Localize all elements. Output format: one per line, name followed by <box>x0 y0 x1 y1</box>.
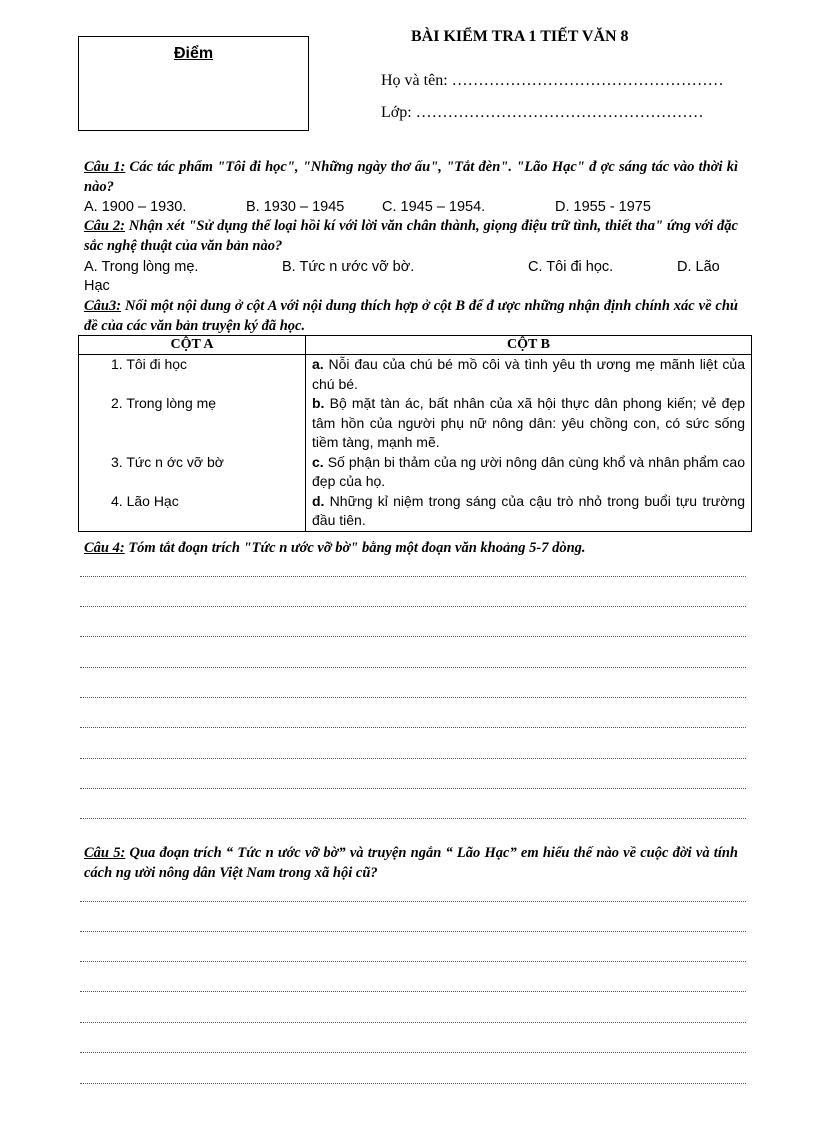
q1-option-c: C. 1945 – 1954. <box>382 199 486 215</box>
col-a-cell <box>79 394 306 453</box>
col-b-cell <box>306 355 752 395</box>
question-2 <box>84 216 738 256</box>
q2-option-a: A. Trong lòng mẹ. <box>84 259 199 275</box>
item-key: c. <box>312 453 324 470</box>
question-3-text: Nối một nội dung ở cột A với nội dung thích hợp ở cột B để đ ược những nhận định chính xác về chủ đề của các văn bản truyện ký đã học. <box>84 298 738 334</box>
question-5 <box>84 843 738 883</box>
table-header-row <box>79 336 752 355</box>
question-5-label: Câu 5: <box>84 845 126 861</box>
col-a-header: CỘT A <box>79 336 306 355</box>
q2-option-d: D. Lão <box>677 259 720 275</box>
answer-line <box>80 576 746 577</box>
col-a-cell <box>79 492 306 532</box>
answer-line <box>80 1083 746 1084</box>
table-row <box>79 355 752 395</box>
exam-title: BÀI KIỂM TRA 1 TIẾT VĂN 8 <box>411 28 629 45</box>
answer-line <box>80 636 746 637</box>
question-2-text: Nhận xét "Sử dụng thể loại hồi kí với lời văn chân thành, giọng điệu trữ tình, thiết tha" ứng với đặc sắc nghệ thuật của văn bản nào? <box>84 218 738 254</box>
question-4-text: Tóm tắt đoạn trích "Tức n ước vỡ bờ" bằng một đoạn văn khoảng 5-7 dòng. <box>124 540 586 556</box>
answer-line <box>80 1052 746 1053</box>
answer-line <box>80 727 746 728</box>
answer-line <box>80 901 746 902</box>
table-row <box>79 492 752 532</box>
item-key: a. <box>312 356 324 372</box>
item-text: Tức n ớc vỡ bờ <box>122 453 224 470</box>
question-4-label: Câu 4: <box>84 540 125 556</box>
item-number: 2. <box>111 395 123 411</box>
col-b-cell <box>306 492 752 532</box>
q1-option-b: B. 1930 – 1945 <box>246 199 345 215</box>
answer-line <box>80 788 746 789</box>
q2-option-c: C. Tôi đi học. <box>528 259 614 275</box>
table-row <box>79 453 752 492</box>
item-number: 3. <box>111 453 123 470</box>
question-3 <box>84 296 738 336</box>
item-number: 4. <box>111 492 123 509</box>
answer-line <box>80 697 746 698</box>
q1-option-d: D. 1955 - 1975 <box>555 199 651 215</box>
question-1-text: Các tác phẩm "Tôi đi học", "Những ngày thơ ấu", "Tắt đèn". "Lão Hạc" đ ợc sáng tác vào thời kì nào? <box>84 159 738 195</box>
answer-line <box>80 667 746 668</box>
item-key: d. <box>312 492 325 509</box>
answer-line <box>80 818 746 819</box>
question-1 <box>84 157 738 197</box>
q2-option-b: B. Tức n ước vỡ bờ. <box>282 259 415 275</box>
q1-option-a: A. 1900 – 1930. <box>84 199 187 215</box>
answer-line <box>80 931 746 932</box>
name-field: Họ và tên: …………………………………………… <box>381 72 724 89</box>
col-b-header: CỘT B <box>306 336 752 355</box>
q2-option-d-cont: Hạc <box>84 278 110 294</box>
answer-line <box>80 1022 746 1023</box>
table-row <box>79 394 752 453</box>
col-a-cell <box>79 355 306 395</box>
matching-table <box>78 335 752 532</box>
question-4 <box>84 538 738 558</box>
answer-line <box>80 961 746 962</box>
score-box <box>78 36 309 131</box>
item-key: b. <box>312 395 325 411</box>
item-text: Những kỉ niệm trong sáng của cậu trò nhỏ trong buổi tựu trường đầu tiên. <box>312 492 745 528</box>
answer-line <box>80 606 746 607</box>
class-field: Lớp: ……………………………………………… <box>381 104 704 121</box>
item-text: Số phận bi thảm của ng ười nông dân cùng khổ và nhân phẩm cao đẹp của họ. <box>312 453 745 489</box>
col-b-cell <box>306 453 752 492</box>
item-text: Trong lòng mẹ <box>122 395 217 411</box>
item-text: Nỗi đau của chú bé mồ côi và tình yêu th ương mẹ mãnh liệt của chú bé. <box>312 356 745 392</box>
answer-line <box>80 991 746 992</box>
item-text: Tôi đi học <box>122 356 188 372</box>
answer-line <box>80 758 746 759</box>
question-5-text: Qua đoạn trích “ Tức n ước vỡ bờ” và truyện ngắn “ Lão Hạc” em hiểu thế nào về cuộc đời và tính cách ng ười nông dân Việt Nam trong xã hội cũ? <box>84 845 738 881</box>
item-text: Lão Hạc <box>122 492 179 509</box>
question-3-label: Câu3: <box>84 298 122 314</box>
score-label: Điểm <box>173 45 214 62</box>
question-2-label: Câu 2: <box>84 218 125 234</box>
col-b-cell <box>306 394 752 453</box>
item-number: 1. <box>111 356 123 372</box>
question-1-label: Câu 1: <box>84 159 126 175</box>
col-a-cell <box>79 453 306 492</box>
item-text: Bộ mặt tàn ác, bất nhân của xã hội thực dân phong kiến; vẻ đẹp tâm hồn của người phụ nữ nông dân: yêu chồng con, có sức sống tiềm tàng, mạnh mẽ. <box>312 395 745 450</box>
